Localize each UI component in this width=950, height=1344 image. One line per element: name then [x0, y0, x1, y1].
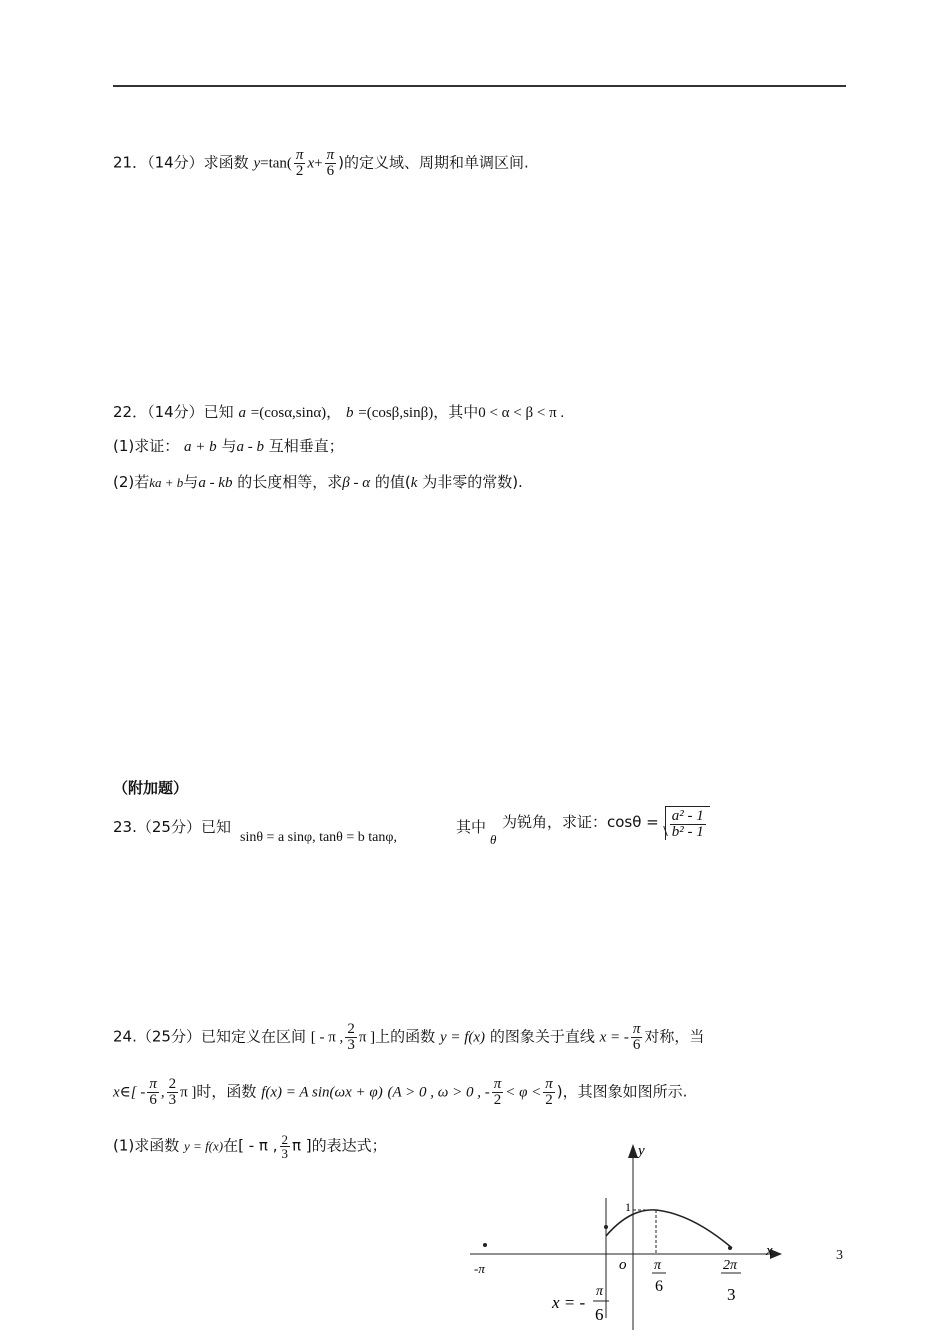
q22-p2-tail2: 的值( [374, 473, 411, 491]
q23-num: a² - 1 [671, 808, 704, 824]
q22-p2-mid: 与 [183, 473, 199, 491]
label-pi6-den: 6 [655, 1278, 663, 1295]
q22-p2-prefix: (2)若 [113, 473, 150, 491]
q21-x: x [307, 155, 315, 172]
q21-plus: + [314, 155, 323, 172]
q24-l2-prefix: x∈[ - [113, 1084, 146, 1101]
q24-l2-close: π ]时，函数 [180, 1084, 257, 1101]
q22-b: b [345, 405, 354, 421]
q23-formula: sinθ = a sinφ, tanθ = b tanφ, [240, 830, 397, 845]
q21-eq: =tan( [260, 155, 292, 172]
q24-p1-in: 在[ - π , [223, 1136, 278, 1155]
q24-l2-func: f(x) = A sin(ωx + φ) [261, 1084, 383, 1101]
q24-pi-close: π ] [358, 1029, 376, 1046]
q22-label: 22．（14分）已知 [113, 403, 234, 421]
line-eq-label: x = - [552, 1293, 586, 1312]
q22-p2-k: k [410, 475, 418, 491]
q22-p2-expr2: a - kb [198, 475, 233, 491]
q23-den: b² - 1 [671, 824, 704, 840]
label-2pi3-num: 2π [723, 1258, 738, 1273]
q24-line2 [113, 1077, 687, 1108]
q21-frac-pi-2: $\frac{\pi}{2}$ [295, 147, 304, 179]
q24-l2-frac-pi-2b: $\frac{\pi}{2}$ [545, 1076, 553, 1108]
q22-p1-prefix: (1)求证： [113, 437, 180, 455]
question-23 [113, 816, 231, 837]
q23-theta: θ [490, 832, 497, 847]
q22-a: a [238, 405, 246, 421]
q23-mid: 其中 [456, 818, 487, 836]
q23-label: 23.（25分）已知 [113, 818, 231, 836]
q22-p1-tail: 互相垂直； [268, 437, 344, 455]
question-22 [113, 401, 564, 422]
q22-a-eq: =(cosα,sinα)， [250, 405, 342, 421]
q24-frac-pi-6: $\frac{\pi}{6}$ [632, 1021, 641, 1053]
point-left [604, 1225, 608, 1229]
q24-part1 [113, 1133, 387, 1160]
q24-l2-cond: (A > 0 , ω > 0 , - [387, 1084, 490, 1101]
function-graph [470, 1138, 810, 1338]
q24-p1-func: y = f(x) [184, 1138, 224, 1154]
tick-one: 1 [625, 1200, 631, 1214]
q24-l2-frac-pi-2a: $\frac{\pi}{2}$ [493, 1076, 502, 1108]
q24-line-eq: x = - [599, 1029, 629, 1046]
header-rule [113, 85, 846, 87]
label-neg-pi: -π [474, 1261, 485, 1276]
line-eq-six: 6 [595, 1305, 604, 1324]
q24-l2-comma: , [160, 1084, 165, 1101]
sine-curve [606, 1210, 732, 1248]
page-number: 3 [836, 1248, 843, 1263]
y-axis-arrow [628, 1144, 638, 1158]
q22-p2-expr1: ka + b [149, 475, 184, 490]
q22-part1 [113, 435, 344, 456]
question-24 [113, 1022, 848, 1053]
q24-p1-prefix: (1)求函数 [113, 1136, 180, 1155]
q21-frac-pi-6: $\frac{\pi}{6}$ [326, 147, 335, 179]
label-pi6-num: π [654, 1258, 662, 1273]
q23-tail-row [502, 806, 710, 840]
line-eq-pi: π [596, 1284, 604, 1299]
q24-p1-frac-2-3: $\frac{2}{3}$ [281, 1132, 288, 1161]
q22-p2-expr3: β - α [342, 475, 371, 491]
label-2pi3-den: 3 [727, 1285, 736, 1304]
q22-p1-expr1: a + b [184, 439, 217, 455]
y-axis-label: y [638, 1143, 645, 1159]
q22-p2-tail3: 为非零的常数). [422, 473, 523, 491]
q24-l2-frac-pi-6: $\frac{\pi}{6}$ [149, 1076, 157, 1108]
q24-sym: 对称，当 [644, 1027, 705, 1046]
q24-label: 24.（25分）已知定义在区间 [113, 1027, 306, 1046]
q22-p1-expr2: a - b [236, 439, 264, 455]
q23-sqrt [665, 806, 710, 840]
q24-func: y = f(x) [439, 1029, 486, 1046]
q22-b-eq: =(cosβ,sinβ)，其中0 < α < β < π . [358, 405, 565, 421]
q21-tail: )的定义域、周期和单调区间. [338, 153, 529, 172]
q21-y: y [253, 155, 261, 172]
q24-frac-2-3: $\frac{2}{3}$ [347, 1021, 355, 1053]
q24-mid1: 上的函数 [375, 1027, 436, 1046]
extra-heading: （附加题） [113, 779, 189, 797]
point-right [728, 1246, 732, 1250]
point-neg-pi [483, 1243, 487, 1247]
q24-p1-close: π ]的表达式； [292, 1136, 387, 1155]
q23-tail: 为锐角，求证：cosθ = [502, 813, 659, 831]
q24-l2-tail: )，其图象如图所示. [556, 1082, 688, 1101]
q24-l2-lt: < φ < [505, 1084, 542, 1101]
q22-p2-tail1: 的长度相等，求 [237, 473, 343, 491]
q24-mid2: 的图象关于直线 [489, 1027, 595, 1046]
q22-part2 [113, 471, 523, 492]
q24-l2-frac-2-3: $\frac{2}{3}$ [168, 1076, 177, 1108]
q22-p1-mid: 与 [221, 437, 237, 455]
question-21 [113, 148, 529, 179]
x-axis-label: x [766, 1243, 773, 1259]
q21-label: 21．（14分）求函数 [113, 153, 249, 172]
q24-interval-open: [ - π , [310, 1029, 344, 1046]
label-origin: o [619, 1257, 627, 1273]
